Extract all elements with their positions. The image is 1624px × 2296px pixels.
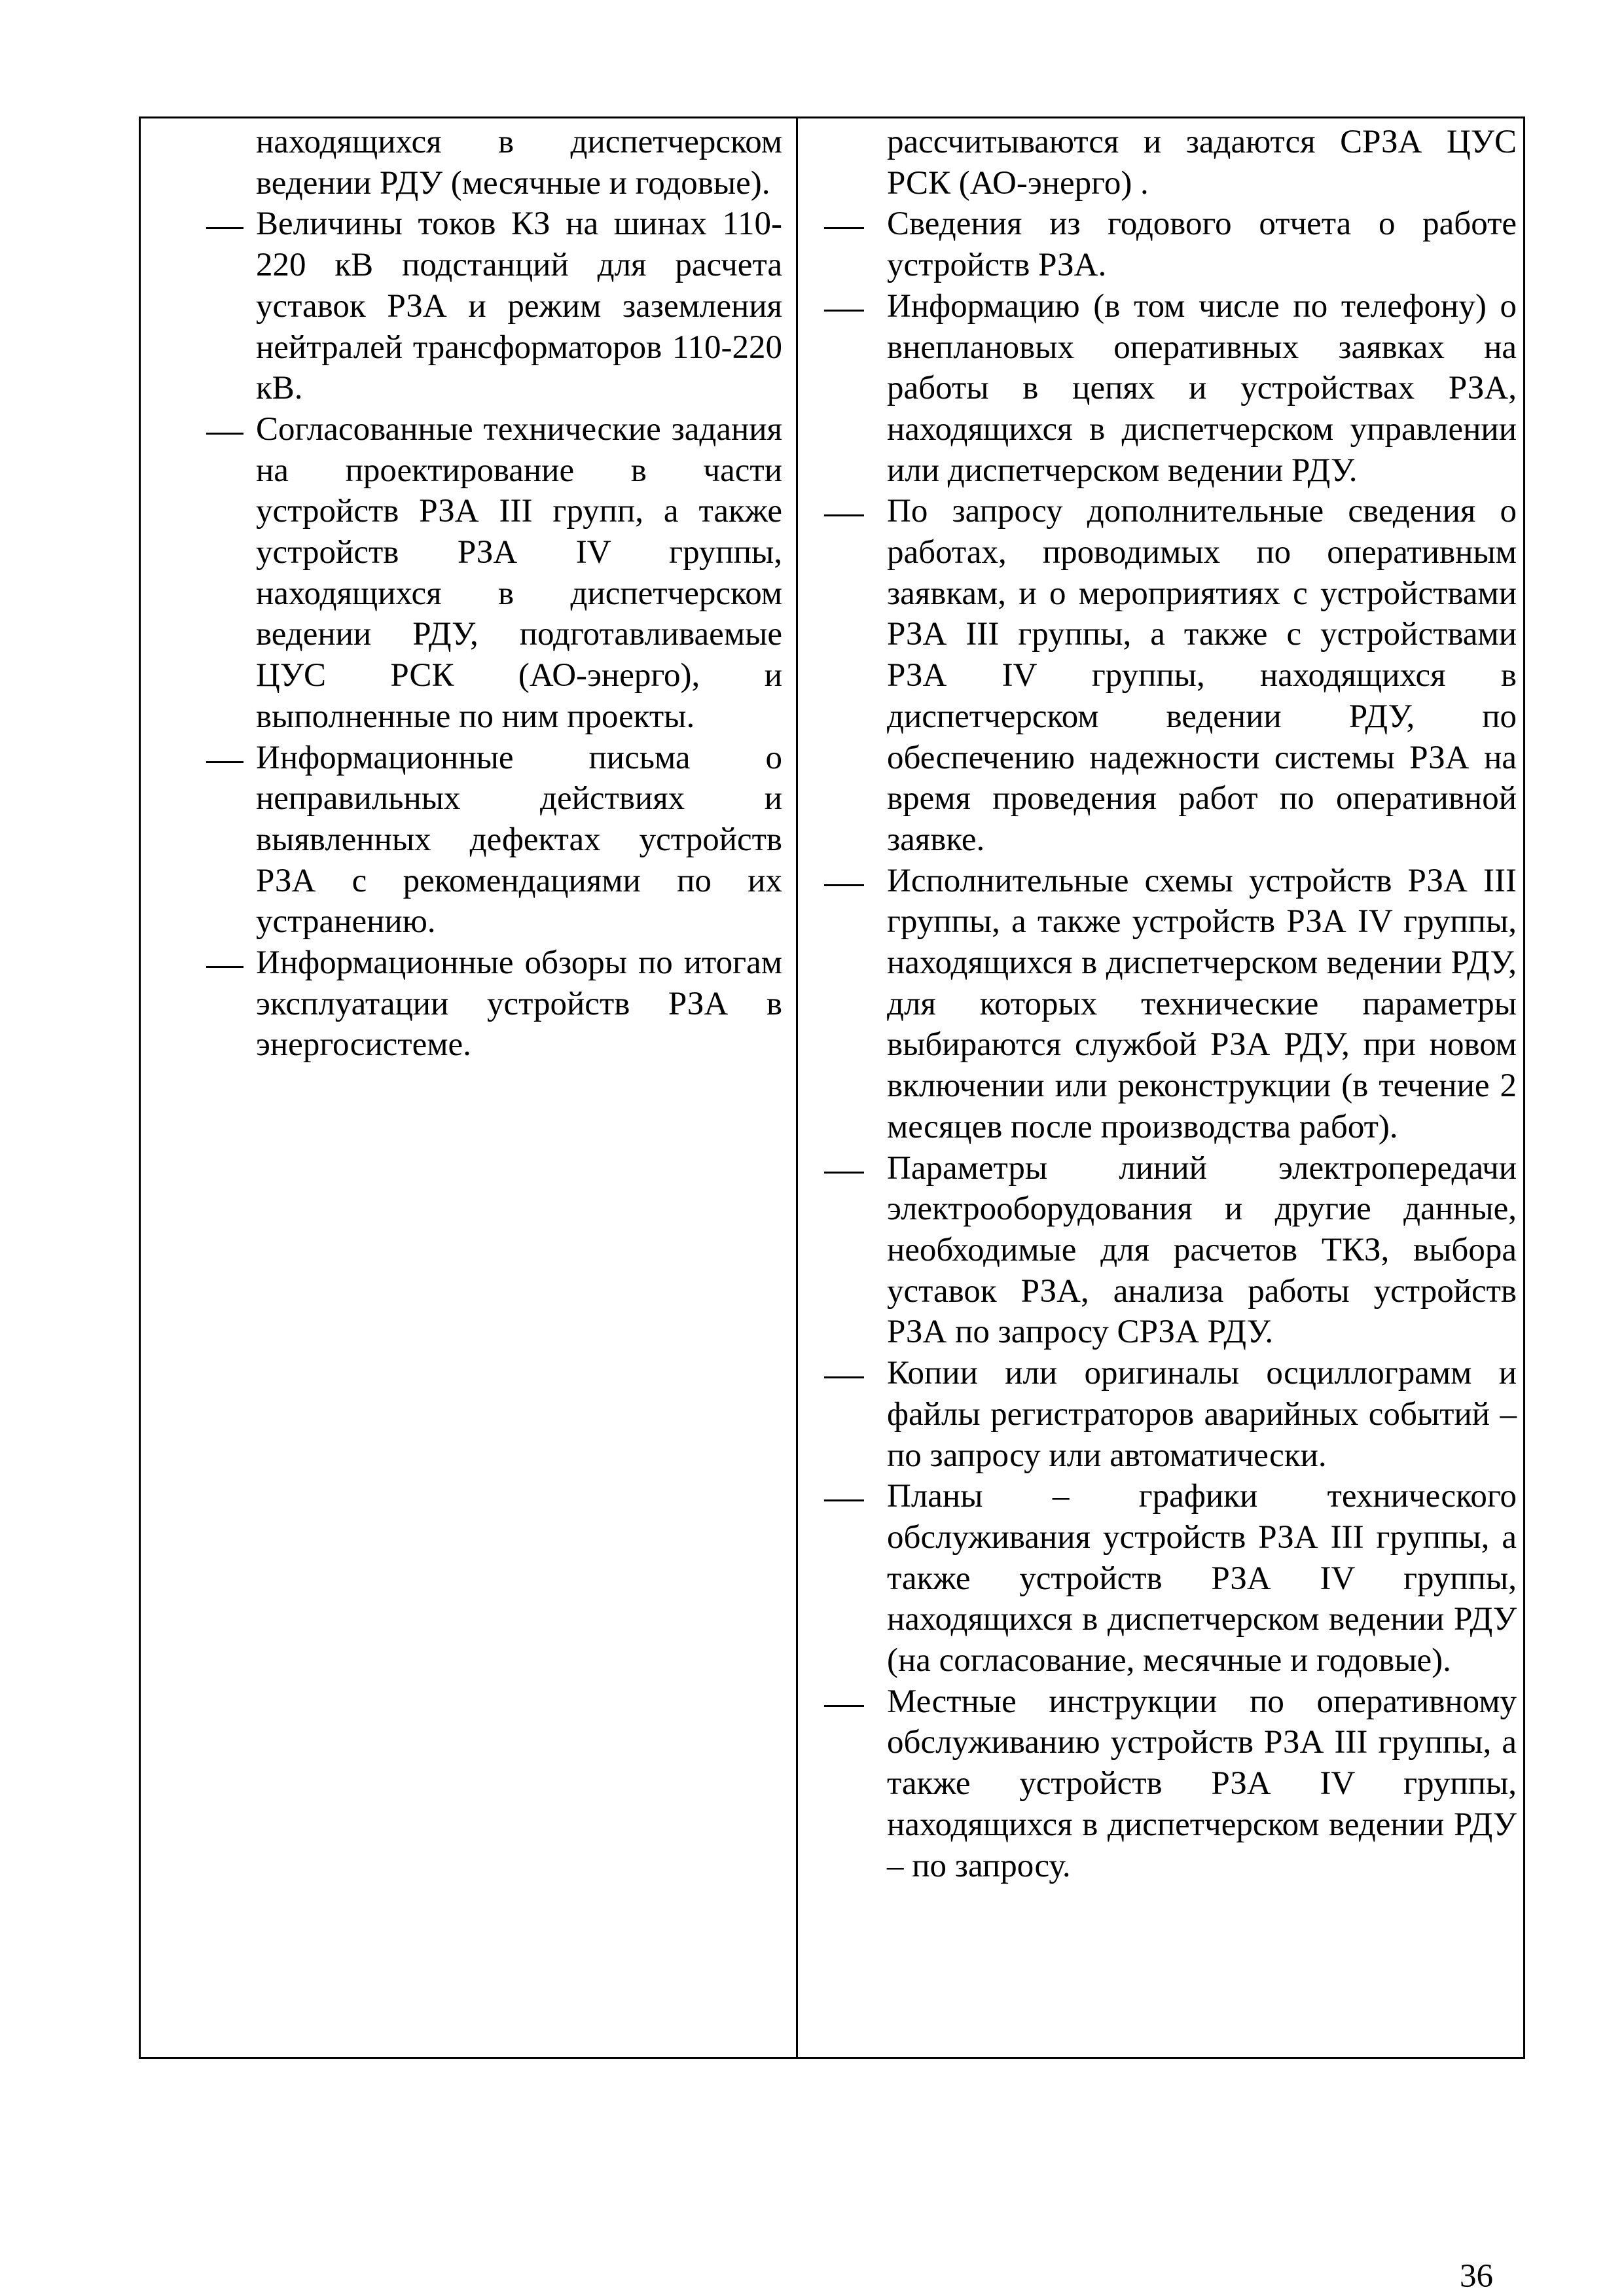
dash-bullet [206, 966, 244, 968]
left-item-text: Согласованные технические задания на проектирование в части устройств РЗА III групп, а также устройств РЗА IV группы, находящихся в диспетчерском ведении РДУ, подготавливаемые ЦУС РСК (АО-энерго), и выполненные по ним проекты. [256, 410, 782, 735]
right-item-text: Местные инструкции по оперативному обслуживанию устройств РЗА III группы, а также устройств РЗА IV группы, находящихся в диспетчерском ведении РДУ – по запросу. [887, 1683, 1517, 1884]
right-list-item [798, 1476, 1525, 1681]
dash-bullet [824, 227, 864, 229]
right-item-text: Исполнительные схемы устройств РЗА III группы, а также устройств РЗА IV группы, находящихся в диспетчерском ведении РДУ, для которых технические параметры выбираются службой РЗА РДУ, при новом включении или реконструкции (в течение 2 месяцев после производства работ). [887, 862, 1517, 1145]
left-list-item [141, 409, 796, 738]
left-continuation-text: находящихся в диспетчерском ведении РДУ (месячные и годовые). [256, 124, 782, 202]
left-list-item [141, 738, 796, 943]
right-column [798, 122, 1525, 1886]
dash-bullet [206, 761, 244, 763]
left-list-item [141, 942, 796, 1066]
page-number: 36 [1460, 2258, 1493, 2295]
dash-bullet [824, 1376, 864, 1378]
right-item-text: По запросу дополнительные сведения о работах, проводимых по оперативным заявкам, и о мероприятиях с устройствами РЗА III группы, а также с устройствами РЗА IV группы, находящихся в диспетчерском ведении РДУ, по обеспечению надежности системы РЗА на время проведения работ по оперативной заявке. [887, 493, 1517, 858]
left-item-text: Информационные обзоры по итогам эксплуатации устройств РЗА в энергосистеме. [256, 944, 782, 1064]
dash-bullet [824, 514, 864, 516]
dash-bullet [824, 1499, 864, 1501]
right-list-item [798, 204, 1525, 285]
dash-bullet [206, 227, 244, 229]
right-item-text: Информацию (в том числе по телефону) о внеплановых оперативных заявках на работы в цепях и устройствах РЗА, находящихся в диспетчерском управлении или диспетчерском ведении РДУ. [887, 287, 1517, 489]
dash-bullet [824, 1705, 864, 1707]
right-list-item [798, 1681, 1525, 1887]
left-column [141, 122, 796, 1066]
right-list-item [798, 286, 1525, 492]
left-continuation [141, 122, 796, 204]
dash-bullet [824, 884, 864, 886]
right-item-text: Планы – графики технического обслуживания устройств РЗА III группы, а также устройств РЗА IV группы, находящихся в диспетчерском ведении РДУ (на согласование, месячные и годовые). [887, 1478, 1517, 1679]
right-item-text: Копии или оригиналы осциллограмм и файлы регистраторов аварийных событий – по запросу или автоматически. [887, 1355, 1517, 1474]
dash-bullet [824, 1172, 864, 1174]
right-item-text: Сведения из годового отчета о работе устройств РЗА. [887, 206, 1517, 284]
left-item-text: Информационные письма о неправильных действиях и выявленных дефектах устройств РЗА с рекомендациями по их устранению. [256, 739, 782, 941]
dash-bullet [824, 310, 864, 312]
right-continuation [798, 122, 1525, 204]
right-list-item [798, 1148, 1525, 1354]
content-table [139, 117, 1525, 2059]
right-item-text: Параметры линий электропередачи электрооборудования и другие данные, необходимые для расчетов ТКЗ, выбора уставок РЗА, анализа работы устройств РЗА по запросу СРЗА РДУ. [887, 1149, 1517, 1351]
right-continuation-text: рассчитываются и задаются СРЗА ЦУС РСК (АО-энерго) . [887, 124, 1517, 202]
right-list-item [798, 491, 1525, 860]
left-list-item [141, 204, 796, 409]
right-list-item [798, 861, 1525, 1148]
dash-bullet [206, 433, 244, 435]
left-item-text: Величины токов КЗ на шинах 110-220 кВ подстанций для расчета уставок РЗА и режим заземления нейтралей трансформаторов 110-220 кВ. [256, 206, 782, 407]
right-list-item [798, 1353, 1525, 1476]
